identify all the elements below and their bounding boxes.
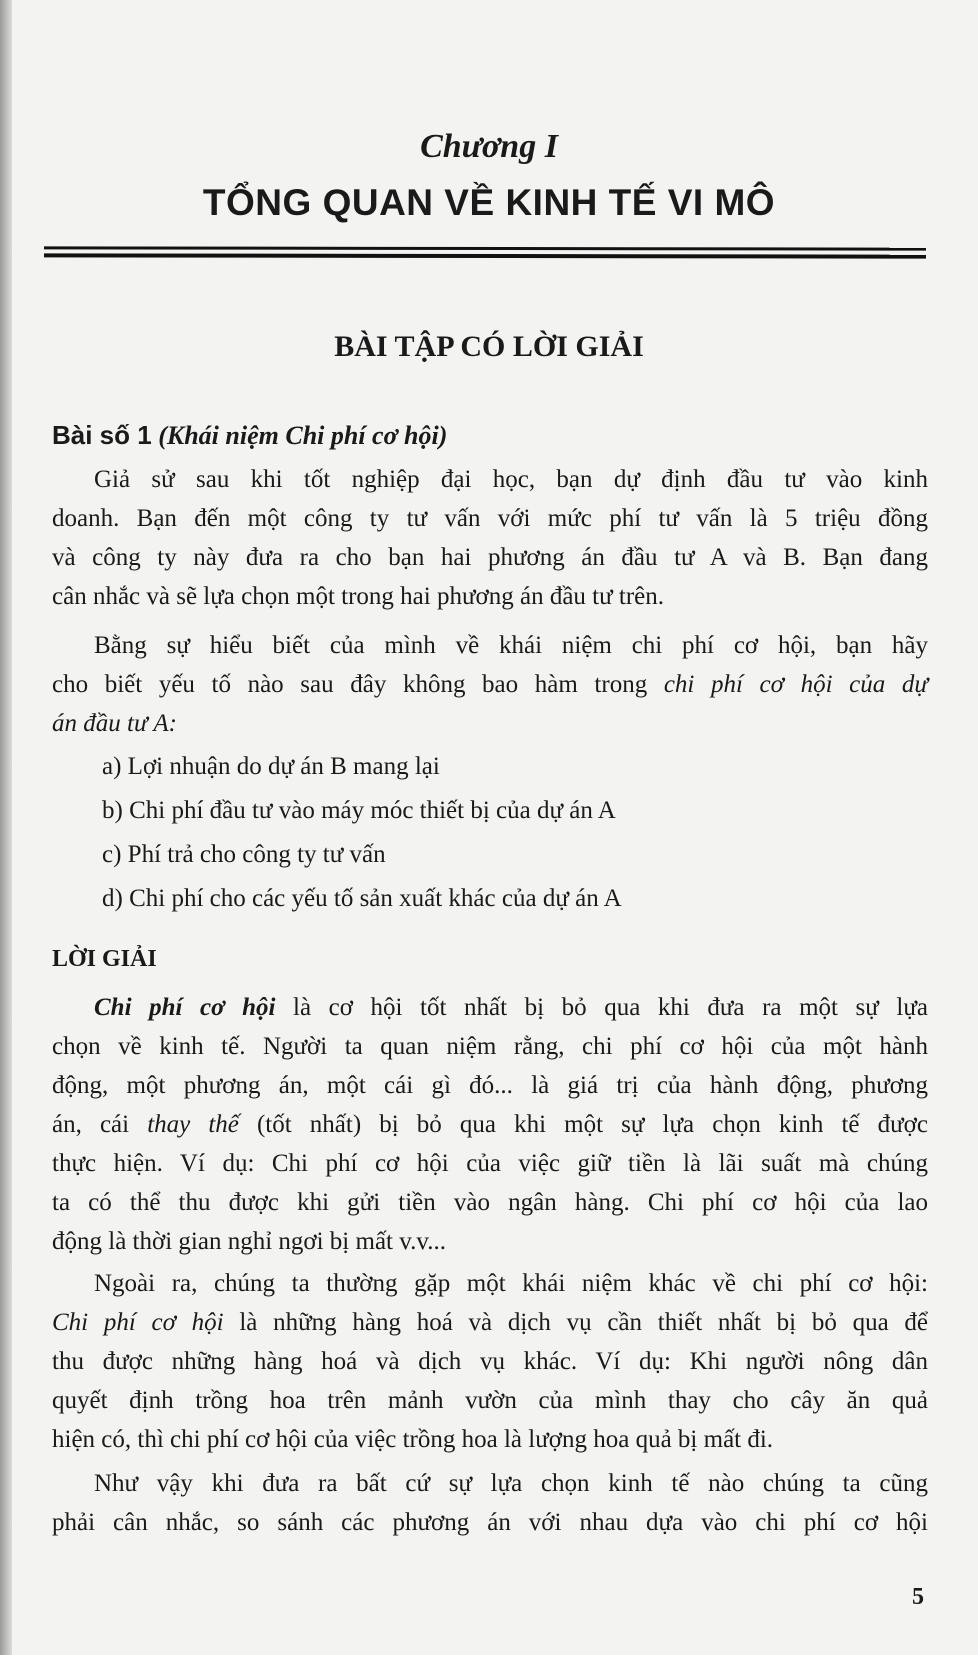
text-span: án, cái [52, 1111, 148, 1138]
exercise-number: Bài số 1 [52, 420, 152, 450]
solution-paragraph-2 [52, 1264, 928, 1459]
text-line: hiện có, thì chi phí cơ hội của việc trồng hoa là lượng hoa quả bị mất đi. [52, 1426, 774, 1453]
term: Chi phí cơ hội [94, 994, 276, 1021]
option-b: b) Chi phí đầu tư vào máy móc thiết bị của dự án A [102, 797, 616, 824]
text-line [52, 665, 928, 704]
text-line: thu được những hàng hoá và dịch vụ khác. Ví dụ: Khi người nông dân [52, 1348, 928, 1375]
section-heading: BÀI TẬP CÓ LỜI GIẢI [334, 330, 644, 363]
text-line [52, 988, 928, 1027]
text-line: chọn về kinh tế. Người ta quan niệm rằng, chi phí cơ hội của một hành [52, 1033, 928, 1060]
emphasis: Chi phí cơ hội [52, 1309, 224, 1336]
text-line: cân nhắc và sẽ lựa chọn một trong hai phương án đầu tư trên. [52, 583, 665, 610]
text-span: là cơ hội tốt nhất bị bỏ qua khi đưa ra một sự lựa [275, 994, 928, 1021]
page-edge-shadow [0, 0, 12, 1655]
text-line: quyết định trồng hoa trên mảnh vườn của mình thay cho cây ăn quả [52, 1387, 928, 1414]
text-line [52, 1303, 928, 1342]
text-line: Giả sử sau khi tốt nghiệp đại học, bạn dự định đầu tư vào kinh [94, 466, 928, 493]
text-line: Bằng sự hiểu biết của mình về khái niệm chi phí cơ hội, bạn hãy [94, 632, 928, 659]
text-line: Như vậy khi đưa ra bất cứ sự lựa chọn kinh tế nào chúng ta cũng [94, 1470, 928, 1497]
emphasis: thay thế [147, 1111, 239, 1138]
emphasis: chi phí cơ hội của dự [663, 671, 928, 698]
solution-heading: LỜI GIẢI [52, 946, 157, 972]
option-a: a) Lợi nhuận do dự án B mang lại [102, 753, 440, 780]
exercise-paragraph-2 [52, 626, 928, 743]
text-line: thực hiện. Ví dụ: Chi phí cơ hội của việc giữ tiền là lãi suất mà chúng [52, 1150, 928, 1177]
title-double-rule [44, 246, 926, 258]
text-line: Ngoài ra, chúng ta thường gặp một khái niệm khác về chi phí cơ hội: [94, 1270, 928, 1297]
emphasis: án đầu tư A: [52, 710, 177, 737]
text-line: và công ty này đưa ra cho bạn hai phương án đầu tư A và B. Bạn đang [52, 544, 928, 571]
text-line: động là thời gian nghỉ ngơi bị mất v.v... [52, 1228, 446, 1255]
text-line [52, 704, 928, 743]
text-line [52, 1105, 928, 1144]
text-line: doanh. Bạn đến một công ty tư vấn với mức phí tư vấn là 5 triệu đồng [52, 505, 928, 532]
text-line: động, một phương án, một cái gì đó... là giá trị của hành động, phương [52, 1072, 928, 1099]
text-line: ta có thể thu được khi gửi tiền vào ngân hàng. Chi phí cơ hội của lao [52, 1189, 928, 1216]
option-c: c) Phí trả cho công ty tư vấn [102, 841, 386, 868]
exercise-topic: (Khái niệm Chi phí cơ hội) [158, 421, 448, 450]
text-span: cho biết yếu tố nào sau đây không bao hàm trong [52, 671, 664, 698]
answer-options [52, 745, 928, 921]
chapter-title: TỔNG QUAN VỀ KINH TẾ VI MÔ [202, 182, 776, 223]
chapter-label: Chương I [420, 128, 558, 165]
page-number: 5 [912, 1584, 924, 1610]
exercise-title [52, 420, 447, 451]
exercise-paragraph-1 [52, 460, 928, 616]
text-span: là những hàng hoá và dịch vụ cần thiết nhất bị bỏ qua để [223, 1309, 928, 1336]
solution-paragraph-1 [52, 988, 928, 1261]
option-d: d) Chi phí cho các yếu tố sản xuất khác của dự án A [102, 885, 622, 912]
text-line: phải cân nhắc, so sánh các phương án với nhau dựa vào chi phí cơ hội [52, 1509, 928, 1536]
solution-paragraph-3 [52, 1464, 928, 1542]
text-span: (tốt nhất) bị bỏ qua khi một sự lựa chọn kinh tế được [238, 1111, 928, 1138]
